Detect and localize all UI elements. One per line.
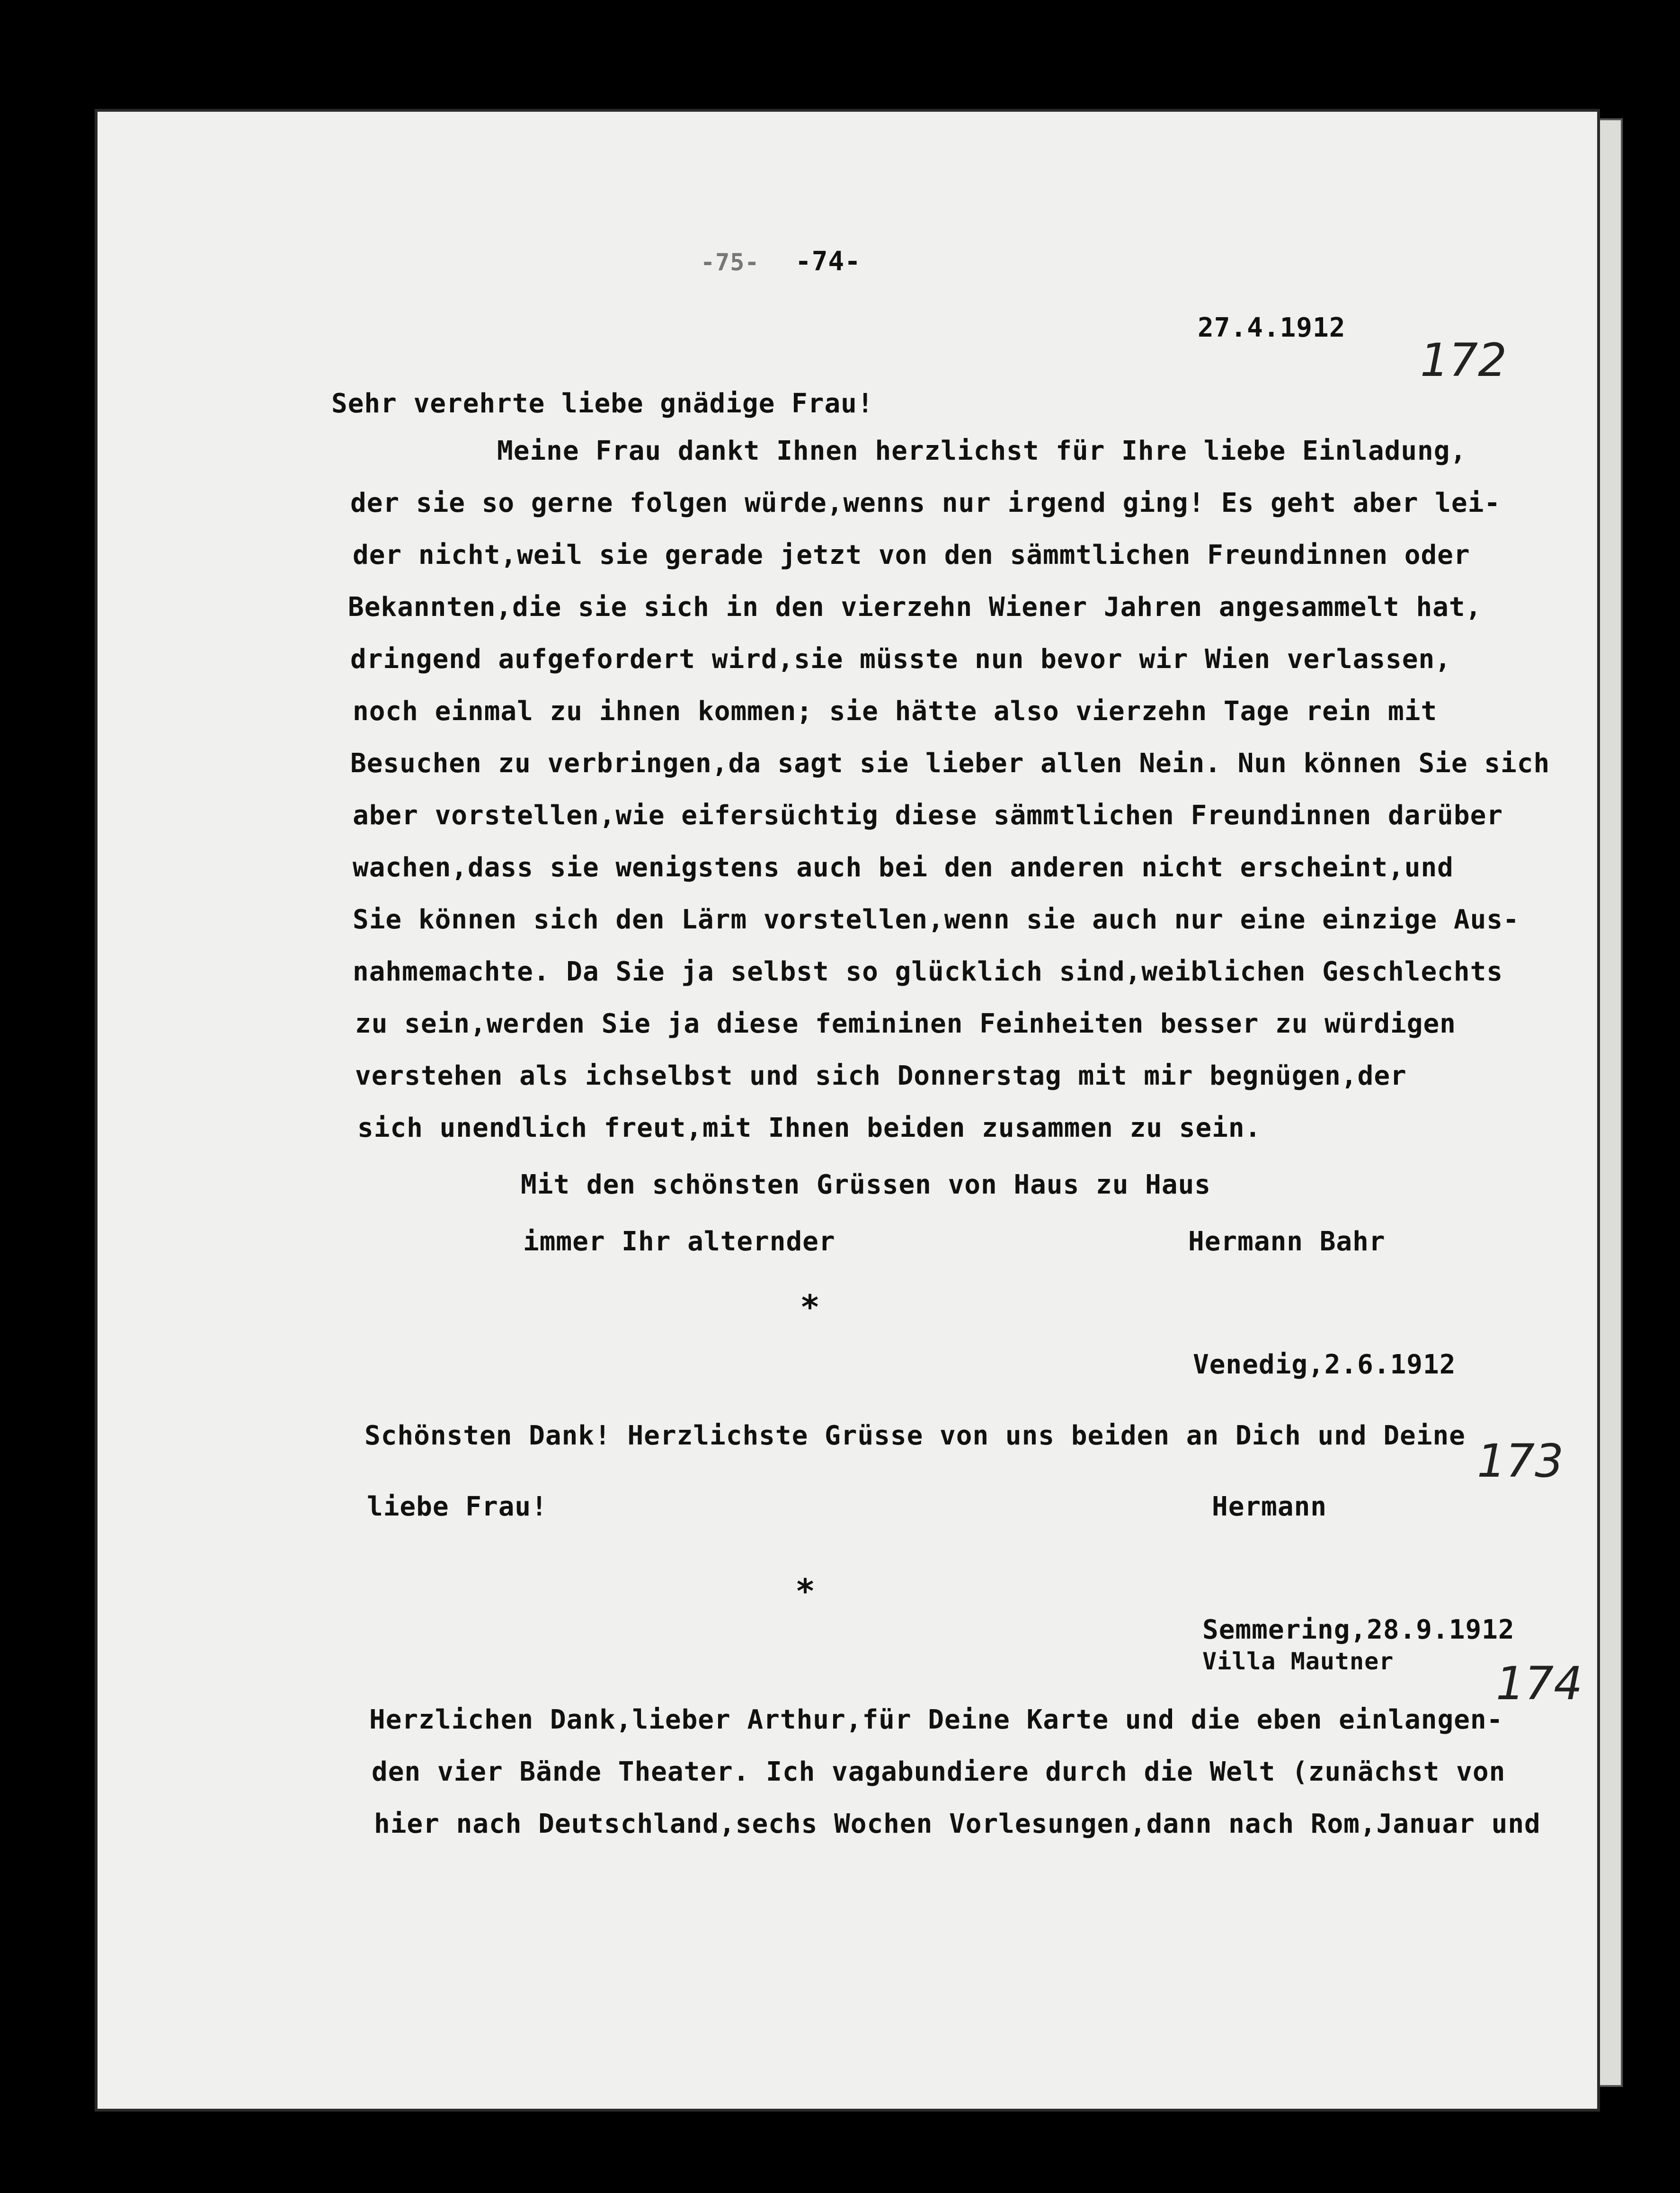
salutation: Sehr verehrte liebe gnädige Frau! <box>331 388 874 419</box>
body-line: den vier Bände Theater. Ich vagabundiere durch die Welt (zunächst von <box>372 1756 1506 1787</box>
separator-asterisk: * <box>795 1572 816 1611</box>
body-line: der sie so gerne folgen würde,wenns nur irgend ging! Es geht aber lei- <box>350 488 1501 518</box>
letter-place-date: Semmering,28.9.1912 <box>1202 1614 1515 1645</box>
body-line: nahmemachte. Da Sie ja selbst so glücklich sind,weiblichen Geschlechts <box>353 956 1503 987</box>
body-line: Sie können sich den Lärm vorstellen,wenn sie auch nur eine einzige Aus- <box>353 904 1520 935</box>
body-line: Schönsten Dank! Herzlichste Grüsse von uns beiden an Dich und Deine <box>364 1420 1466 1451</box>
body-line: der nicht,weil sie gerade jetzt von den sämmtlichen Freundinnen oder <box>353 540 1470 571</box>
letter-date: Venedig,2.6.1912 <box>1193 1349 1456 1380</box>
body-line: wachen,dass sie wenigstens auch bei den anderen nicht erscheint,und <box>353 852 1454 883</box>
body-line: sich unendlich freut,mit Ihnen beiden zusammen zu sein. <box>357 1113 1262 1143</box>
archive-number: 174 <box>1496 1657 1583 1710</box>
letter-date: 27.4.1912 <box>1198 312 1346 343</box>
body-line: liebe Frau! <box>367 1491 548 1522</box>
letter-address: Villa Mautner <box>1202 1648 1394 1675</box>
body-line: aber vorstellen,wie eifersüchtig diese sämmtlichen Freundinnen darüber <box>353 800 1503 831</box>
archive-number: 172 <box>1420 334 1507 387</box>
body-line: Bekannten,die sie sich in den vierzehn Wiener Jahren angesammelt hat, <box>348 592 1482 623</box>
body-line: noch einmal zu ihnen kommen; sie hätte also vierzehn Tage rein mit <box>353 696 1438 727</box>
archive-number: 173 <box>1477 1435 1564 1488</box>
closing-line: Mit den schönsten Grüssen von Haus zu Haus <box>521 1169 1211 1200</box>
body-line: Besuchen zu verbringen,da sagt sie lieber allen Nein. Nun können Sie sich <box>350 748 1550 779</box>
signature: Hermann Bahr <box>1188 1226 1386 1257</box>
body-line: dringend aufgefordert wird,sie müsste nun bevor wir Wien verlassen, <box>350 644 1451 675</box>
closing-line: immer Ihr alternder <box>523 1226 836 1257</box>
body-line: hier nach Deutschland,sechs Wochen Vorlesungen,dann nach Rom,Januar und <box>374 1809 1541 1839</box>
document-page <box>95 109 1600 2112</box>
body-line: verstehen als ichselbst und sich Donnerstag mit mir begnügen,der <box>355 1061 1407 1091</box>
page-number: -74- <box>795 246 861 277</box>
body-line: Herzlichen Dank,lieber Arthur,für Deine Karte und die eben einlangen- <box>369 1704 1503 1735</box>
body-line: Meine Frau dankt Ihnen herzlichst für Ihre liebe Einladung, <box>497 436 1467 466</box>
separator-asterisk: * <box>800 1288 820 1327</box>
body-line: zu sein,werden Sie ja diese femininen Feinheiten besser zu würdigen <box>355 1008 1456 1039</box>
signature: Hermann <box>1212 1491 1327 1522</box>
previous-page-number: -75- <box>701 249 760 276</box>
